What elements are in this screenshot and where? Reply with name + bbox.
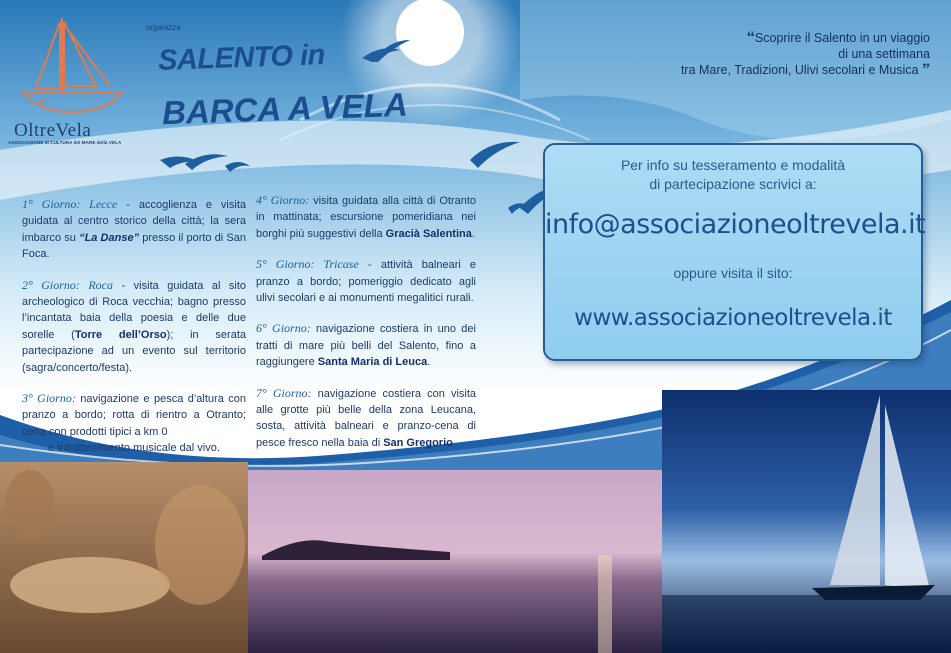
title-line-1: SALENTO in bbox=[157, 39, 326, 77]
tagline-quote bbox=[668, 30, 930, 78]
quote-line-1: Scoprire il Salento in un viaggio bbox=[754, 31, 930, 45]
day-4-label: 4° Giorno: bbox=[256, 193, 310, 207]
day-6-highlight: Santa Maria di Leuca bbox=[317, 356, 428, 369]
quote-open-mark: “ bbox=[746, 29, 755, 46]
day-4-text-end: . bbox=[471, 227, 475, 240]
day-1-label: 1° Giorno: Lecce - bbox=[22, 197, 130, 211]
organizza-label: organizza bbox=[146, 23, 181, 32]
day-2-label: 2° Giorno: Roca bbox=[22, 277, 114, 292]
day-1-paragraph bbox=[22, 196, 246, 263]
day-6-label: 6° Giorno: bbox=[256, 321, 311, 336]
day-4-highlight: Gracià Salentina bbox=[385, 227, 472, 240]
day-7-label: 7° Giorno: bbox=[256, 385, 312, 400]
day-3-paragraph bbox=[22, 390, 246, 457]
day-1-text-end: presso il porto di San Foca. bbox=[22, 231, 246, 261]
itinerary-column-1 bbox=[22, 196, 246, 471]
day-6-text: navigazione costiera in uno dei tratti di mare più belli del Salento, fino a raggiungere bbox=[256, 323, 476, 369]
quote-line-3: tra Mare, Tradizioni, Ulivi secolari e Musica bbox=[680, 63, 919, 77]
itinerary-column-2 bbox=[256, 192, 476, 465]
day-4-paragraph bbox=[256, 192, 476, 242]
day-2-highlight: Torre dell’Orso bbox=[74, 328, 167, 341]
day-3-label: 3° Giorno: bbox=[22, 391, 76, 406]
boat-name: “La Danse” bbox=[79, 231, 140, 244]
day-6-text-end: . bbox=[427, 356, 431, 369]
contact-info-box bbox=[543, 143, 926, 361]
info-line-3: oppure visita il sito: bbox=[673, 265, 793, 281]
logo-subtitle: ASSOCIAZIONE di CULTURA del MARE della VELA bbox=[8, 140, 122, 145]
day-1-text: accoglienza e visita guidata al centro storico della città; la sera imbarco su bbox=[22, 199, 246, 244]
day-7-highlight: San Gregorio bbox=[383, 436, 453, 449]
info-line-2: di partecipazione scrivici a: bbox=[649, 176, 817, 192]
title-line-2: BARCA A VELA bbox=[161, 85, 409, 132]
day-5-text: attività balneari e pranzo a bordo; pomeriggio dedicato agli ulivi secolari e ai monumenti megalitici rurali. bbox=[256, 259, 476, 305]
quote-line-2: di una settimana bbox=[838, 47, 930, 61]
sailboat-logo-icon bbox=[22, 18, 122, 112]
day-2-text: - visita guidata al sito archeologico di Roca vecchia; bagno presso l’incantata baia della poesia e delle due sorelle ( bbox=[22, 279, 246, 341]
info-line-1: Per info su tesseramento e modalità bbox=[620, 157, 846, 173]
day-7-paragraph bbox=[256, 385, 476, 452]
day-4-text: visita guidata alla città di Otranto in mattinata; escursione pomeridiana nei borghi più suggestivi della bbox=[256, 195, 477, 240]
day-3-text-end: e intrattenimento musicale dal vivo. bbox=[48, 442, 220, 455]
day-7-text: navigazione costiera con visita alle grotte più belle della zona Leucana, sosta, attività balneari e pranzo-cena di pesce fresco nella baia di bbox=[256, 387, 477, 449]
day-5-paragraph bbox=[256, 256, 476, 306]
day-6-paragraph bbox=[256, 320, 476, 370]
day-5-label: 5° Giorno: Tricase - bbox=[256, 257, 372, 272]
day-2-text-end: ); in serata partecipazione ad un evento sul territorio (sagra/concerto/festa). bbox=[22, 328, 247, 374]
website-link[interactable]: www.associazioneoltrevela.it bbox=[574, 305, 892, 331]
email-link[interactable]: info@associazioneoltrevela.it bbox=[545, 209, 926, 240]
quote-close-mark: ” bbox=[922, 61, 930, 78]
day-2-paragraph bbox=[22, 277, 246, 376]
logo-name: OltreVela bbox=[14, 120, 92, 141]
day-3-text: navigazione e pesca d’altura con pranzo a bordo; rotta di rientro a Otranto; cena con prodotti tipici a km 0 bbox=[22, 393, 246, 438]
